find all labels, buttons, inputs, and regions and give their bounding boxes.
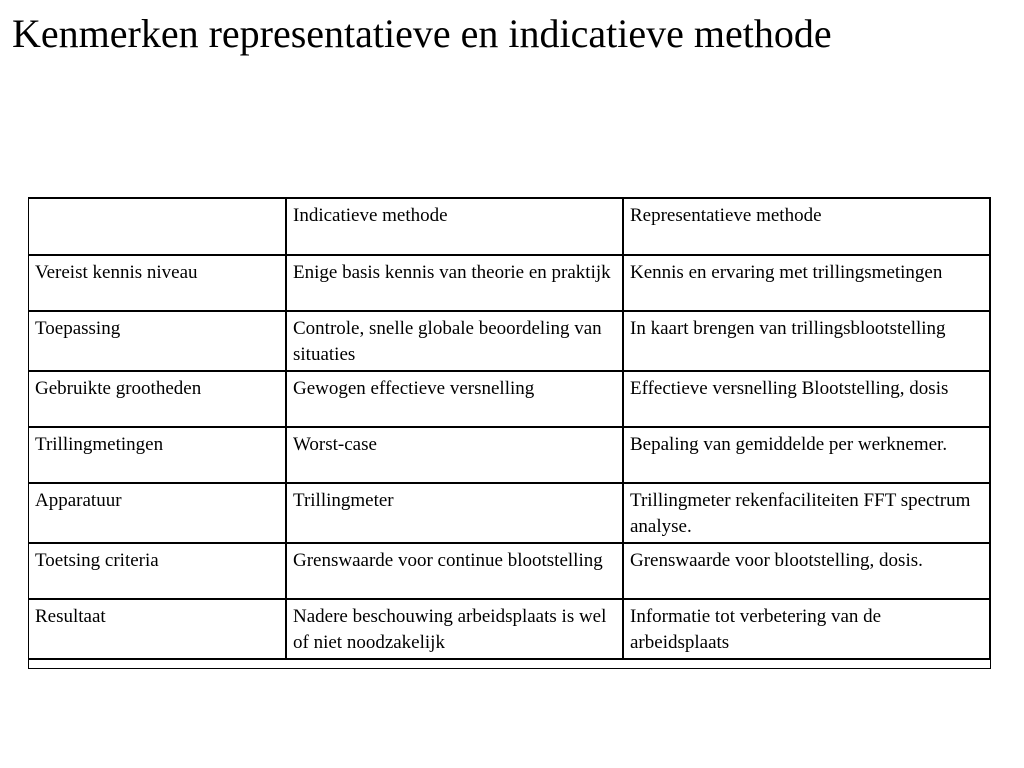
indicatieve-cell: Controle, snelle globale beoordeling van situaties [286,311,623,371]
table-header-row [29,199,990,255]
row-label-cell: Apparatuur [29,483,286,543]
representatieve-cell: Kennis en ervaring met trillingsmetingen [623,255,990,311]
header-cell-indicatieve: Indicatieve methode [286,199,623,255]
table-row [29,255,990,311]
table-row [29,311,990,371]
representatieve-cell: Bepaling van gemiddelde per werknemer. [623,427,990,483]
slide-title: Kenmerken representatieve en indicatieve methode [12,11,832,56]
indicatieve-cell: Enige basis kennis van theorie en praktijk [286,255,623,311]
table-row [29,543,990,599]
comparison-table-frame [28,197,991,669]
row-label-cell: Trillingmetingen [29,427,286,483]
row-label-cell: Vereist kennis niveau [29,255,286,311]
indicatieve-cell: Trillingmeter [286,483,623,543]
representatieve-cell: Effectieve versnelling Blootstelling, dosis [623,371,990,427]
representatieve-cell: Informatie tot verbetering van de arbeidsplaats [623,599,990,659]
table-row [29,371,990,427]
header-cell-representatieve: Representatieve methode [623,199,990,255]
indicatieve-cell: Gewogen effectieve versnelling [286,371,623,427]
row-label-cell: Toetsing criteria [29,543,286,599]
comparison-table [29,199,991,660]
row-label-cell: Resultaat [29,599,286,659]
row-label-cell: Gebruikte grootheden [29,371,286,427]
representatieve-cell: Trillingmeter rekenfaciliteiten FFT spectrum analyse. [623,483,990,543]
representatieve-cell: Grenswaarde voor blootstelling, dosis. [623,543,990,599]
table-row [29,599,990,659]
indicatieve-cell: Worst-case [286,427,623,483]
row-label-cell: Toepassing [29,311,286,371]
table-row [29,427,990,483]
table-row [29,483,990,543]
representatieve-cell: In kaart brengen van trillingsblootstelling [623,311,990,371]
header-cell-empty [29,199,286,255]
indicatieve-cell: Grenswaarde voor continue blootstelling [286,543,623,599]
indicatieve-cell: Nadere beschouwing arbeidsplaats is wel of niet noodzakelijk [286,599,623,659]
